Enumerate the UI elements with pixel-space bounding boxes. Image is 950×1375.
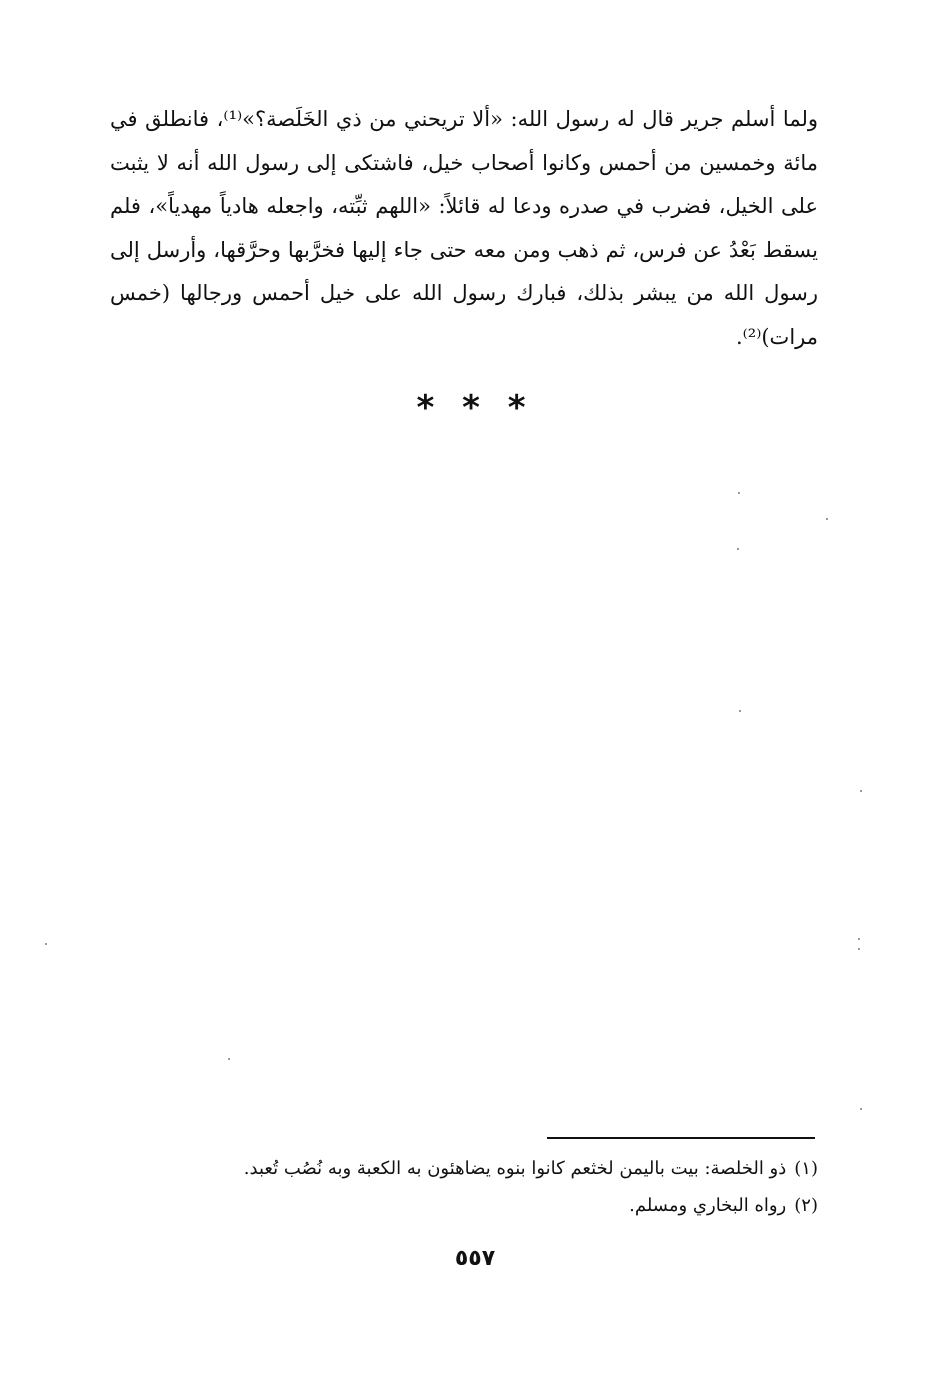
section-separator: * * * xyxy=(416,388,534,428)
scan-speck xyxy=(45,943,47,945)
main-paragraph: ولما أسلم جرير قال له رسول الله: «ألا تريحني من ذي الخَلَصة؟»⁽¹⁾، فانطلق في مائة وخمسين من أحمس وكانوا أصحاب خيل، فاشتكى إلى رسول الله أنه لا يثبت على الخيل، فضرب في صدره ودعا له قائلاً: «اللهم ثبِّته، واجعله هادياً مهدياً»، فلم يسقط بَعْدُ عن فرس، ثم ذهب ومن معه حتى جاء إليها فخرَّبها وحرَّقها، وأرسل إلى رسول الله من يبشر بذلك، فبارك رسول الله على خيل أحمس ورجالها (خمس مرات)⁽²⁾. xyxy=(110,107,819,349)
scan-speck xyxy=(860,1108,862,1110)
scan-speck xyxy=(826,518,828,520)
scan-speck xyxy=(860,790,862,792)
scan-speck xyxy=(737,548,739,550)
footnote-text: رواه البخاري ومسلم. xyxy=(629,1195,787,1216)
scan-speck xyxy=(858,948,860,950)
footnote-number: (١) xyxy=(794,1158,818,1179)
scan-speck xyxy=(739,710,741,712)
footnote-number: (٢) xyxy=(794,1195,818,1216)
footnote-1 xyxy=(150,1150,818,1187)
footnote-divider xyxy=(547,1137,815,1139)
footnotes xyxy=(150,1150,818,1224)
scan-speck xyxy=(738,492,740,494)
footnote-2 xyxy=(150,1187,818,1224)
page-number: ٥٥٧ xyxy=(454,1246,496,1271)
footnote-text: ذو الخلصة: بيت باليمن لخثعم كانوا بنوه يضاهئون به الكعبة وبه نُصُب تُعبد. xyxy=(243,1158,787,1179)
scan-speck xyxy=(228,1058,230,1060)
scan-speck xyxy=(858,938,860,940)
